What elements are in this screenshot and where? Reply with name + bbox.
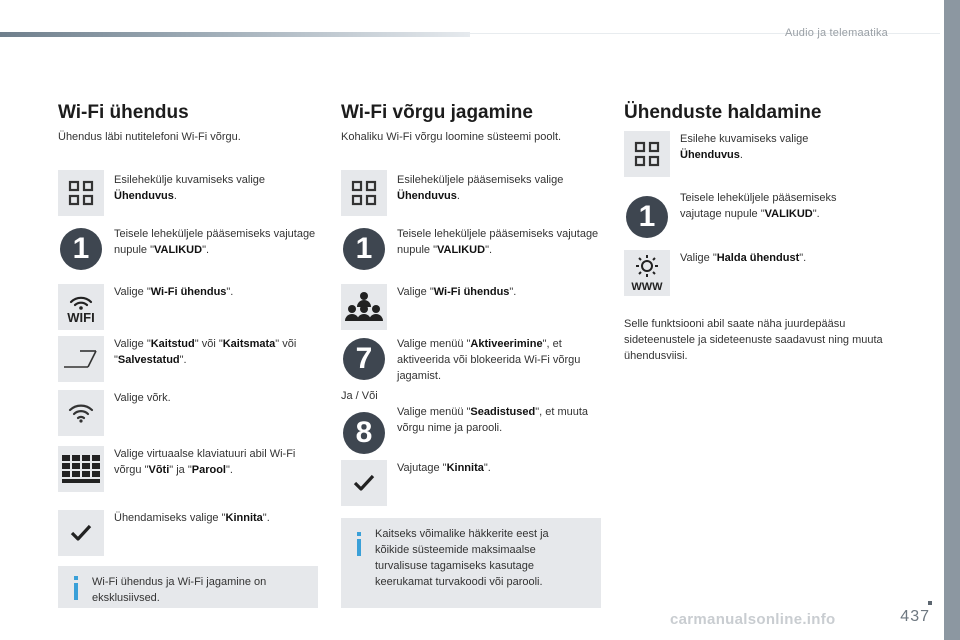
step-text: Valige "Halda ühendust". — [680, 252, 807, 264]
page-dot — [928, 601, 932, 605]
step-badge: 1 — [626, 196, 668, 238]
step-badge: 1 — [343, 228, 385, 270]
grid-apps-icon — [58, 170, 104, 216]
number-8-icon — [341, 410, 387, 456]
page-edge-strip — [944, 0, 960, 640]
step-text: Esileheküljele pääsemiseks valige Ühenduvus. — [397, 174, 564, 202]
column-title: Wi-Fi ühendus — [58, 102, 189, 123]
header-bar — [0, 32, 470, 37]
column-title: Wi-Fi võrgu jagamine — [341, 102, 533, 123]
column-subtitle: Kohaliku Wi-Fi võrgu loomine süsteemi poolt. — [341, 131, 562, 143]
step-text: Valige menüü "Aktiveerimine", et aktiveerida või blokeerida Wi-Fi võrgu jagamist. — [397, 338, 581, 382]
description: Selle funktsiooni abil saate näha juurdepääsu sideteenustele ja sideteenuste saadavust ning muuta ühendusviisi. — [624, 318, 883, 362]
checkmark-icon — [341, 460, 387, 506]
step-text: Valige võrk. — [114, 392, 171, 404]
column-subtitle: Ühendus läbi nutitelefoni Wi-Fi võrgu. — [58, 131, 241, 143]
step-badge: 8 — [343, 412, 385, 454]
number-7-icon — [341, 336, 387, 382]
step-text: Valige "Wi-Fi ühendus". — [397, 286, 517, 298]
step-badge: 7 — [343, 338, 385, 380]
info-icon — [74, 576, 78, 600]
wifi-signal-icon — [58, 390, 104, 436]
users-icon — [341, 284, 387, 330]
info-note-text: Wi-Fi ühendus ja Wi-Fi jagamine on eksklusiivsed. — [92, 576, 267, 604]
section-label: Audio ja telemaatika — [784, 27, 888, 39]
step-text: Valige virtuaalse klaviatuuri abil Wi-Fi võrgu "Võti" ja "Parool". — [114, 448, 296, 476]
www-settings-icon — [624, 250, 670, 296]
grid-apps-icon — [624, 131, 670, 177]
info-note-text: Kaitseks võimalike häkkerite eest ja kõikide süsteemide maksimaalse turvalisuse tagamiseks kasutage keerukamat turvakoodi või parooli. — [375, 528, 549, 588]
step-text: Esilehe kuvamiseks valige Ühenduvus. — [680, 133, 809, 161]
column-title: Ühenduste haldamine — [624, 102, 822, 123]
step-text: Teisele leheküljele pääsemiseks vajutage nupule "VALIKUD". — [114, 228, 316, 256]
step-text: Valige "Wi-Fi ühendus". — [114, 286, 234, 298]
step-text: Ühendamiseks valige "Kinnita". — [114, 512, 270, 524]
info-note — [58, 566, 318, 608]
grid-apps-icon — [341, 170, 387, 216]
step-text: Vajutage "Kinnita". — [397, 462, 491, 474]
step-text: Valige "Kaitstud" või "Kaitsmata" või "Salvestatud". — [114, 338, 297, 366]
number-1-icon — [58, 226, 104, 272]
svg-text:WWW: WWW — [631, 281, 663, 292]
number-1-icon — [624, 194, 670, 240]
svg-text:WIFI: WIFI — [67, 310, 95, 324]
step-text: Valige menüü "Seadistused", et muuta võrgu nime ja parooli. — [397, 406, 589, 434]
keyboard-icon — [58, 446, 104, 492]
checkmark-icon — [58, 510, 104, 556]
wifi-logo-icon — [58, 284, 104, 330]
step-badge: 1 — [60, 228, 102, 270]
number-1-icon — [341, 226, 387, 272]
page-number: 437 — [900, 608, 930, 625]
info-icon — [357, 532, 361, 556]
watermark: carmanualsonline.info — [670, 611, 836, 628]
info-note — [341, 518, 601, 608]
or-label: Ja / Või — [341, 390, 378, 402]
step-text: Teisele leheküljele pääsemiseks vajutage nupule "VALIKUD". — [397, 228, 599, 256]
key-icon — [58, 336, 104, 382]
step-text: Esilehekülje kuvamiseks valige Ühenduvus. — [114, 174, 266, 202]
step-text: Teisele leheküljele pääsemiseks vajutage nupule "VALIKUD". — [680, 192, 837, 220]
